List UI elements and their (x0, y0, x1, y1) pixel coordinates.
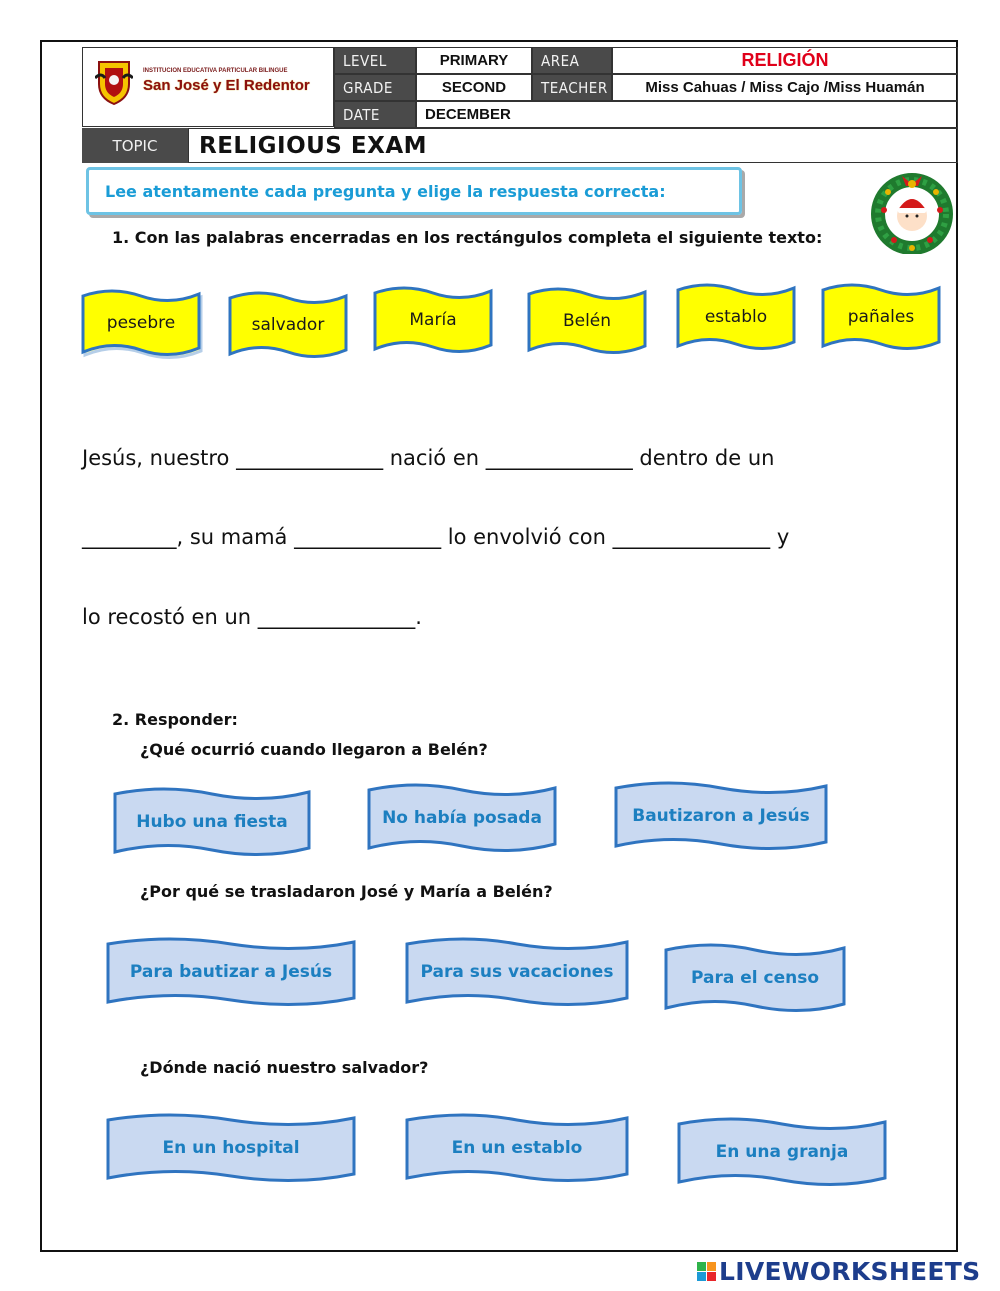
answer-option-label: En un hospital (162, 1138, 300, 1158)
teacher-value: Miss Cahuas / Miss Cajo /Miss Huamán (612, 74, 958, 101)
date-label: DATE (334, 101, 416, 128)
word-card-label: María (409, 310, 457, 330)
answer-option-label: En un establo (451, 1138, 583, 1158)
teacher-label: TEACHER (532, 74, 612, 101)
word-card-label: pañales (847, 307, 915, 327)
answer-option-label: Bautizaron a Jesús (632, 806, 810, 826)
word-card-label: establo (704, 307, 768, 327)
answer-option[interactable] (366, 782, 558, 854)
question-2b-text: ¿Por qué se trasladaron José y María a Belén? (140, 882, 553, 901)
word-card-label: Belén (562, 311, 612, 331)
school-logo (82, 47, 334, 127)
question-2c-text: ¿Dónde nació nuestro salvador? (140, 1058, 429, 1077)
answer-option[interactable] (112, 786, 312, 858)
word-card-label: pesebre (106, 313, 176, 333)
level-value: PRIMARY (416, 47, 532, 74)
word-card[interactable] (80, 288, 202, 358)
word-card[interactable] (820, 282, 942, 352)
word-card-label: salvador (251, 315, 325, 335)
answer-option-label: Para el censo (690, 968, 820, 988)
question-1-title: 1. Con las palabras encerradas en los rectángulos completa el siguiente texto: (112, 228, 823, 247)
answer-option[interactable] (105, 1112, 357, 1184)
question-2a-text: ¿Qué ocurrió cuando llegaron a Belén? (140, 740, 488, 759)
answer-option-label: Hubo una fiesta (136, 812, 288, 832)
grade-value: SECOND (416, 74, 532, 101)
topic-label: TOPIC (82, 128, 188, 163)
fill-in-sentence-line-3: lo recostó en un _______________. (82, 605, 422, 629)
answer-option[interactable] (105, 936, 357, 1008)
liveworksheets-icon (697, 1262, 716, 1281)
fill-in-sentence-line-2: _________, su mamá ______________ lo envolvió con _______________ y (82, 525, 790, 549)
fill-in-sentence-line-1: Jesús, nuestro ______________ nació en ______________ dentro de un (82, 446, 775, 470)
word-card[interactable] (227, 290, 349, 360)
answer-option[interactable] (613, 780, 829, 852)
answer-option-label: En una granja (715, 1142, 849, 1162)
school-name: San José y El Redentor (143, 77, 310, 94)
level-label: LEVEL (334, 47, 416, 74)
answer-option-label: Para bautizar a Jesús (129, 962, 333, 982)
answer-option[interactable] (663, 942, 847, 1014)
word-card[interactable] (526, 286, 648, 356)
answer-option[interactable] (676, 1116, 888, 1188)
word-card[interactable] (675, 282, 797, 352)
answer-option[interactable] (404, 1112, 630, 1184)
word-card[interactable] (372, 285, 494, 355)
topic-title: RELIGIOUS EXAM (188, 128, 958, 163)
answer-option-label: No había posada (382, 808, 542, 828)
liveworksheets-brand: LIVEWORKSHEETS (719, 1256, 981, 1286)
answer-option[interactable] (404, 936, 630, 1008)
school-shield-icon (95, 58, 133, 106)
liveworksheets-logo (697, 1256, 980, 1286)
answer-option-label: Para sus vacaciones (420, 962, 614, 982)
date-value: DECEMBER (416, 101, 958, 128)
instruction-box: Lee atentamente cada pregunta y elige la respuesta correcta: (86, 167, 742, 215)
christmas-wreath-icon (870, 170, 954, 254)
school-small-text: INSTITUCION EDUCATIVA PARTICULAR BILINGUE (143, 68, 288, 74)
question-2-title: 2. Responder: (112, 710, 238, 729)
grade-label: GRADE (334, 74, 416, 101)
area-value: RELIGIÓN (612, 47, 958, 74)
area-label: AREA (532, 47, 612, 74)
